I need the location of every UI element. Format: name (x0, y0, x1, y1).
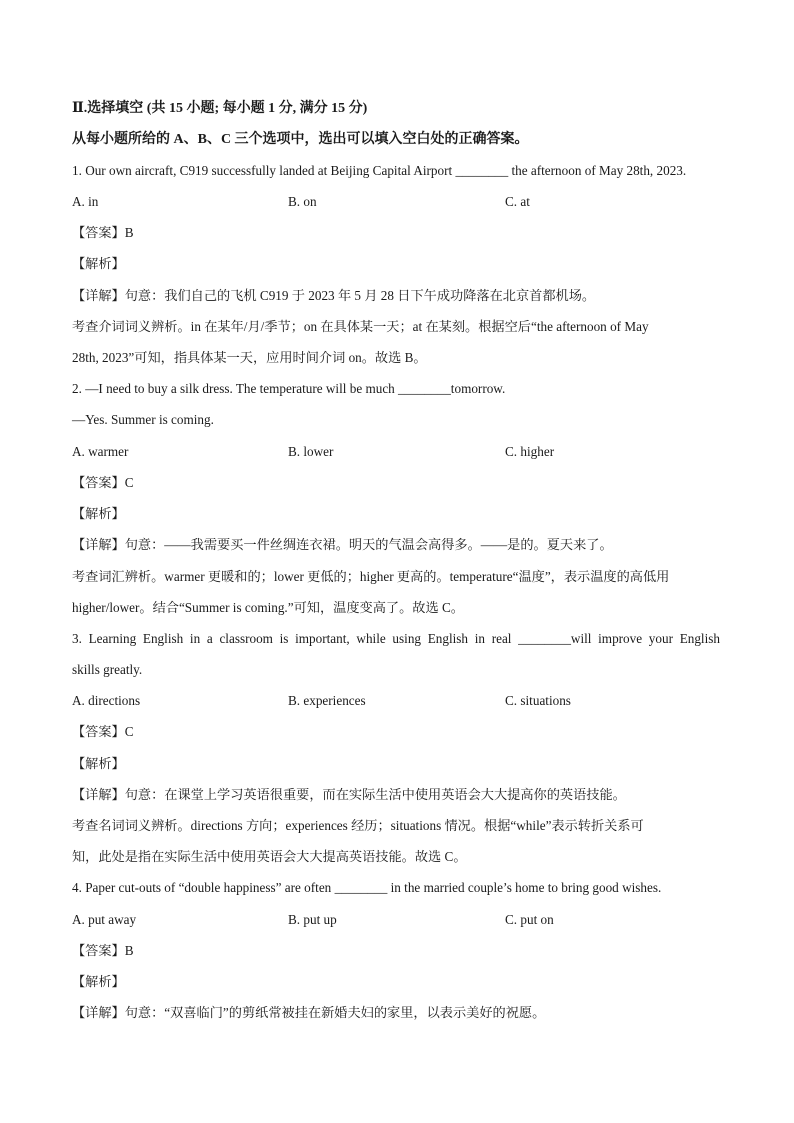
question-2-analysis-label: 【解析】 (72, 506, 125, 521)
detail-text: 句意：在课堂上学习英语很重要，而在实际生活中使用英语会大大提高你的英语技能。 (124, 787, 626, 802)
detail-text: 句意：——我需要买一件丝绸连衣裙。明天的气温会高得多。——是的。夏天来了。 (124, 537, 613, 552)
answer-value: C (124, 475, 134, 490)
question-3-detail-line-2: 考查名词词义辨析。directions 方向；experiences 经历；situations 情况。根据“while”表示转折关系可 (72, 818, 644, 833)
section-title: Ⅱ.选择填空 (共 15 小题; 每小题 1 分, 满分 15 分) (72, 101, 368, 116)
answer-label: 【答案】 (72, 225, 125, 240)
detail-label: 【详解】 (72, 537, 125, 552)
question-3-stem-line-2: skills greatly. (72, 662, 143, 677)
answer-value: C (124, 724, 134, 739)
question-1-detail-line-3: 28th, 2023”可知，指具体某一天，应用时间介词 on。故选 B。 (72, 350, 427, 365)
question-2-detail-line-1 (72, 536, 613, 554)
question-2-answer (72, 474, 134, 492)
detail-text: 句意：我们自己的飞机 C919 于 2023 年 5 月 28 日下午成功降落在北京首都机场。 (124, 288, 596, 303)
answer-label: 【答案】 (72, 475, 125, 490)
question-4-stem: 4. Paper cut-outs of “double happiness” are often ________ in the married couple’s home to bring good wishes. (72, 880, 662, 895)
question-3-option-c: C. situations (505, 693, 571, 708)
question-1-option-a: A. in (72, 194, 99, 209)
question-3-stem-line-1: 3. Learning English in a classroom is important, while using English in real ________will improve your English (72, 631, 720, 646)
question-4-analysis-label: 【解析】 (72, 974, 125, 989)
question-3-detail-line-1 (72, 786, 626, 804)
question-1-detail-line-1 (72, 287, 595, 305)
question-3-answer (72, 723, 134, 741)
question-3-analysis-label: 【解析】 (72, 756, 125, 771)
question-4-option-a: A. put away (72, 912, 137, 927)
detail-label: 【详解】 (72, 288, 125, 303)
question-2-option-a: A. warmer (72, 444, 129, 459)
question-2-detail-line-3: higher/lower。结合“Summer is coming.”可知，温度变高了。故选 C。 (72, 600, 464, 615)
question-1-option-b: B. on (288, 194, 317, 209)
question-2-detail-line-2: 考查词汇辨析。warmer 更暖和的；lower 更低的；higher 更高的。temperature“温度”，表示温度的高低用 (72, 569, 670, 584)
question-1-stem: 1. Our own aircraft, C919 successfully landed at Beijing Capital Airport ________ the afternoon of May 28th, 2023. (72, 163, 687, 178)
section-instruction: 从每小题所给的 A、B、C 三个选项中，选出可以填入空白处的正确答案。 (72, 132, 529, 147)
question-4-detail-line-1 (72, 1004, 545, 1022)
detail-label: 【详解】 (72, 787, 125, 802)
detail-text: 句意：“双喜临门”的剪纸常被挂在新婚夫妇的家里，以表示美好的祝愿。 (124, 1005, 546, 1020)
detail-label: 【详解】 (72, 1005, 125, 1020)
question-1-option-c: C. at (505, 194, 530, 209)
question-1-analysis-label: 【解析】 (72, 256, 125, 271)
answer-label: 【答案】 (72, 943, 125, 958)
question-3-option-b: B. experiences (288, 693, 366, 708)
question-2-option-b: B. lower (288, 444, 334, 459)
question-3-detail-line-3: 知，此处是指在实际生活中使用英语会大大提高英语技能。故选 C。 (72, 849, 467, 864)
question-2-stem-line-2: —Yes. Summer is coming. (72, 412, 214, 427)
question-4-option-b: B. put up (288, 912, 337, 927)
answer-label: 【答案】 (72, 724, 125, 739)
answer-value: B (124, 225, 134, 240)
answer-value: B (124, 943, 134, 958)
question-4-option-c: C. put on (505, 912, 554, 927)
question-1-detail-line-2: 考查介词词义辨析。in 在某年/月/季节；on 在具体某一天；at 在某刻。根据空后“the afternoon of May (72, 319, 649, 334)
question-4-answer (72, 942, 134, 960)
question-3-option-a: A. directions (72, 693, 141, 708)
question-1-answer (72, 224, 134, 242)
question-2-option-c: C. higher (505, 444, 555, 459)
question-2-stem-line-1: 2. —I need to buy a silk dress. The temperature will be much ________tomorrow. (72, 381, 506, 396)
